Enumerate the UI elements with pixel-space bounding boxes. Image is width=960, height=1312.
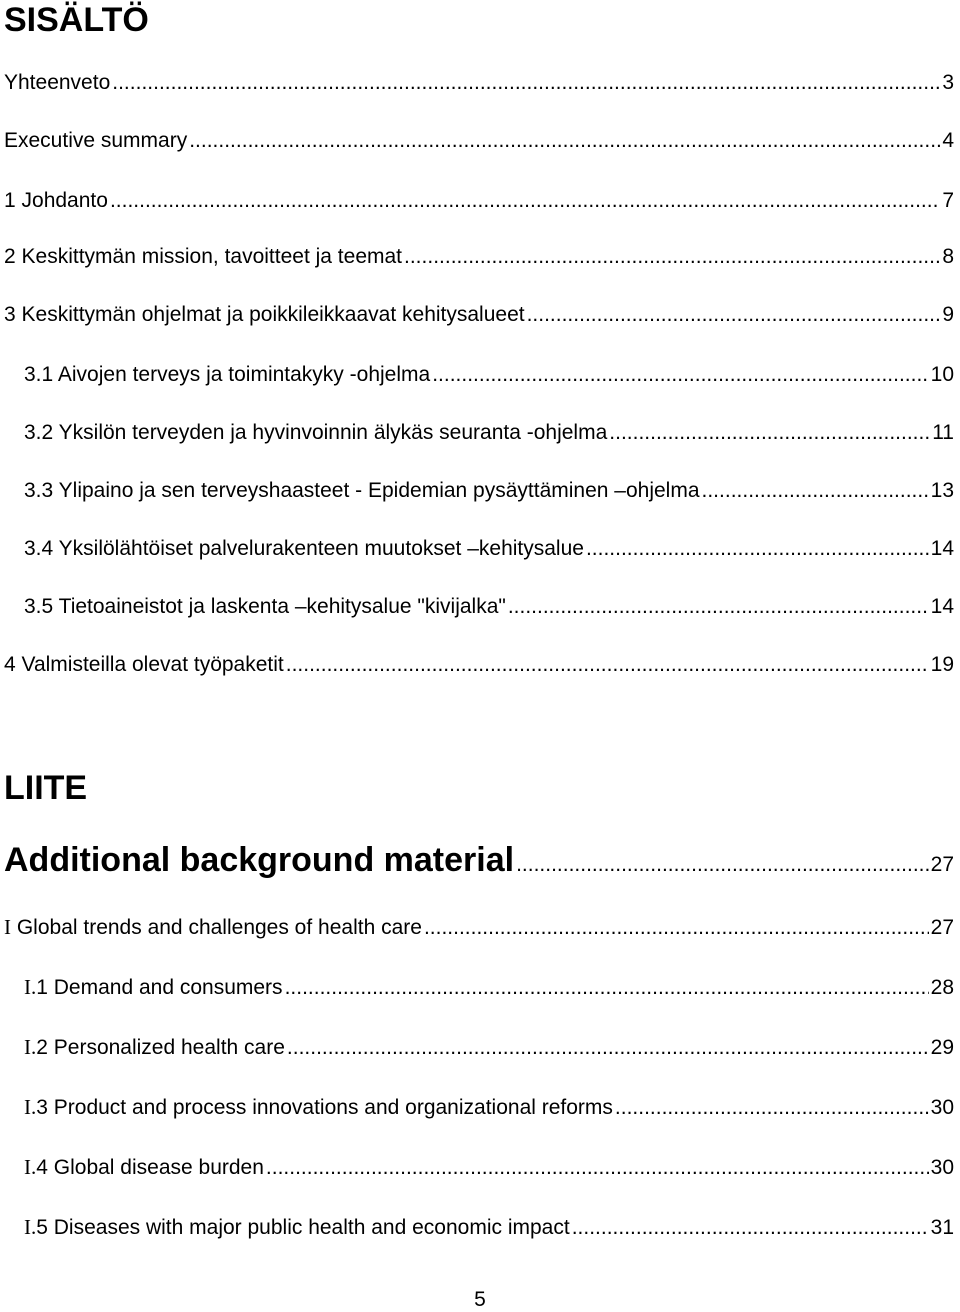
toc-appendix-entry[interactable] [24,1214,954,1241]
toc-entry-title [24,1094,613,1121]
toc-entry-page: 8 [942,245,954,268]
toc-leader [404,244,940,270]
toc-leader [285,975,929,1001]
toc-entry-page: 30 [930,1096,954,1119]
roman-numeral: I. [24,1035,37,1059]
toc-appendix-entry[interactable] [24,1154,954,1181]
toc-entry[interactable] [24,362,954,388]
toc-leader [586,536,929,562]
toc-leader [609,420,930,446]
toc-entry-page: 13 [930,479,954,502]
toc-entry-text: 5 Diseases with major public health and economic impact [36,1216,570,1239]
toc-leader [508,594,929,620]
toc-entry[interactable] [4,128,954,154]
toc-leader [189,128,940,154]
toc-entry-page: 27 [930,853,954,876]
toc-entry-page: 3 [942,71,954,94]
toc-entry[interactable] [24,478,954,504]
toc-entry-title [24,1214,570,1241]
toc-entry-page: 30 [930,1156,954,1179]
toc-leader [424,915,929,941]
toc-entry-title: 3.2 Yksilön terveyden ja hyvinvoinnin älykäs seuranta -ohjelma [24,421,608,444]
toc-entry-title [24,1034,285,1061]
toc-entry-text: 1 Demand and consumers [36,976,283,999]
toc-entry-title [24,974,283,1001]
toc-entry[interactable] [4,188,954,214]
toc-appendix-main-entry[interactable] [4,840,954,885]
roman-numeral: I. [24,1155,37,1179]
toc-entry-page: 29 [930,1036,954,1059]
toc-leader [702,478,929,504]
toc-entry-title: Yhteenveto [4,71,111,94]
toc-entry[interactable] [4,244,954,270]
toc-entry-page: 10 [930,363,954,386]
toc-leader [112,70,940,96]
toc-entry-title: 3.5 Tietoaineistot ja laskenta –kehitysalue "kivijalka" [24,595,506,618]
toc-entry-page: 14 [930,537,954,560]
toc-leader [110,188,940,214]
toc-entry-page: 7 [942,189,954,212]
toc-entry-page: 27 [930,916,954,939]
toc-entry-page: 4 [942,129,954,152]
toc-entry-title: 3.4 Yksilölähtöiset palvelurakenteen muutokset –kehitysalue [24,537,584,560]
page-number: 5 [474,1288,486,1311]
toc-entry-title: Additional background material [4,841,515,879]
toc-entry-page: 9 [942,303,954,326]
toc-entry-page: 19 [930,653,954,676]
toc-leader [516,845,929,885]
roman-numeral: I. [24,1095,37,1119]
roman-numeral: I. [24,1215,37,1239]
toc-entry[interactable] [4,652,954,678]
toc-entry-page: 14 [930,595,954,618]
toc-appendix-entry[interactable] [24,1094,954,1121]
toc-appendix-entry[interactable] [24,974,954,1001]
toc-entry-page: 31 [930,1216,954,1239]
toc-leader [615,1095,929,1121]
toc-entry-title: 3.3 Ylipaino ja sen terveyshaasteet - Epidemian pysäyttäminen –ohjelma [24,479,700,502]
toc-entry-text: Global trends and challenges of health care [11,916,422,939]
toc-entry-page: 28 [930,976,954,999]
toc-entry-title: 1 Johdanto [4,189,108,212]
toc-entry[interactable] [4,70,954,96]
toc-entry[interactable] [24,536,954,562]
toc-entry-title: 4 Valmisteilla olevat työpaketit [4,653,284,676]
appendix-heading: LIITE [4,769,88,807]
toc-entry-title: 3.1 Aivojen terveys ja toimintakyky -ohjelma [24,363,431,386]
toc-leader [286,652,929,678]
roman-numeral: I [4,915,11,939]
toc-leader [432,362,928,388]
toc-entry[interactable] [4,302,954,328]
toc-appendix-entry[interactable] [4,914,954,941]
toc-entry[interactable] [24,594,954,620]
page-title: SISÄLTÖ [4,1,149,39]
toc-entry-title [4,914,422,941]
toc-entry-text: 2 Personalized health care [36,1036,285,1059]
toc-entry-page: 11 [932,421,954,444]
toc-entry-title [24,1154,264,1181]
toc-entry[interactable] [24,420,954,446]
toc-appendix-entry[interactable] [24,1034,954,1061]
toc-leader [527,302,941,328]
toc-entry-text: 3 Product and process innovations and organizational reforms [36,1096,613,1119]
toc-entry-title: 2 Keskittymän mission, tavoitteet ja teemat [4,245,403,268]
toc-entry-title: 3 Keskittymän ohjelmat ja poikkileikkaavat kehitysalueet [4,303,525,326]
toc-entry-text: 4 Global disease burden [36,1156,264,1179]
toc-leader [572,1215,929,1241]
roman-numeral: I. [24,975,37,999]
toc-entry-title: Executive summary [4,129,188,152]
toc-leader [266,1155,929,1181]
toc-leader [287,1035,929,1061]
